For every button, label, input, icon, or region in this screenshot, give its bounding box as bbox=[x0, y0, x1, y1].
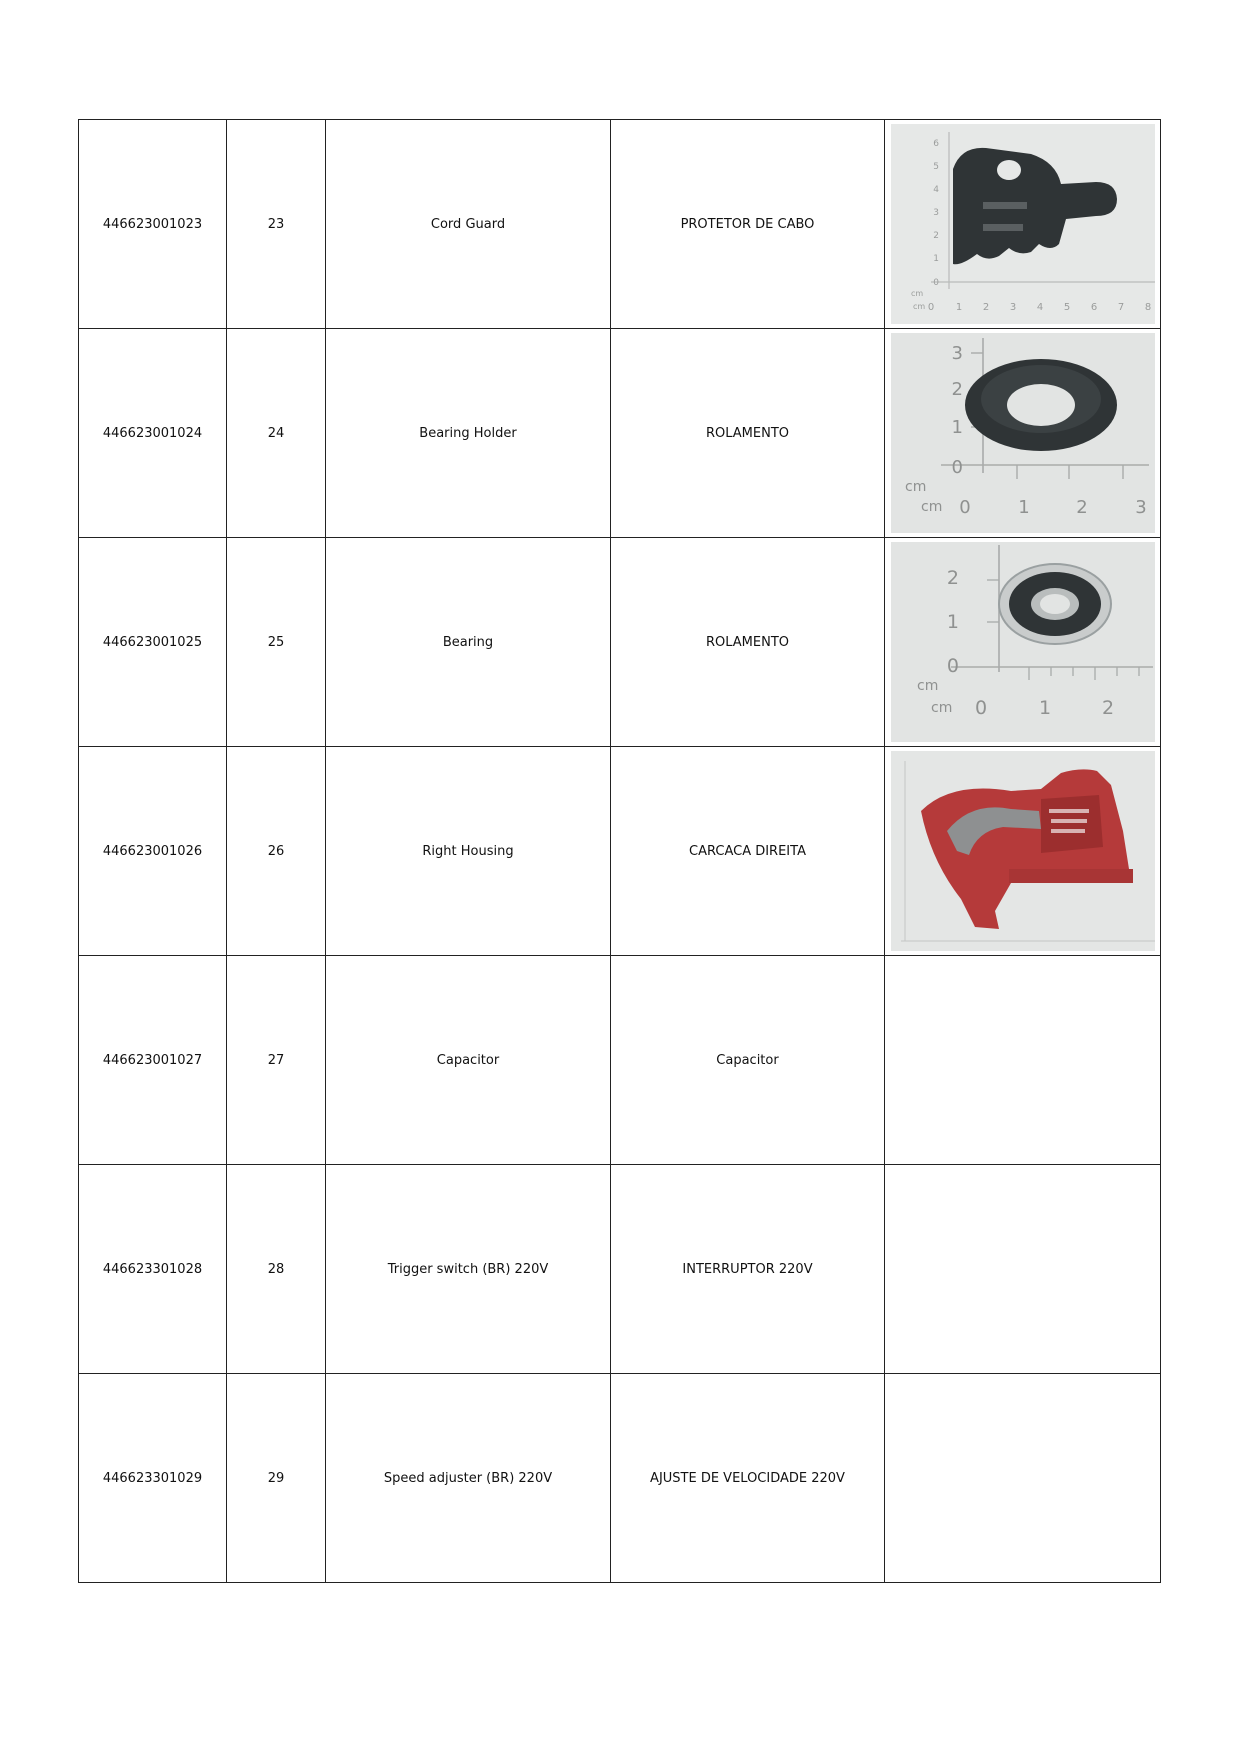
position-number: 25 bbox=[227, 538, 326, 747]
table-row bbox=[79, 1374, 1161, 1583]
ruler-x-label: 2 bbox=[982, 302, 989, 313]
ruler-y-label: 2 bbox=[932, 231, 939, 241]
bearing-holder-part bbox=[965, 359, 1117, 451]
table-row bbox=[79, 747, 1161, 956]
part-name-en: Bearing Holder bbox=[326, 329, 611, 538]
part-name-pt: ROLAMENTO bbox=[611, 329, 885, 538]
parts-table bbox=[78, 119, 1161, 1583]
position-number: 27 bbox=[227, 956, 326, 1165]
ruler-x-label: 6 bbox=[1090, 302, 1097, 313]
table-row bbox=[79, 1165, 1161, 1374]
photo-cell bbox=[885, 329, 1161, 538]
photo-cell bbox=[885, 747, 1161, 956]
ruler-x-label: 0 bbox=[958, 497, 971, 518]
ruler-y-label: 1 bbox=[951, 417, 963, 438]
right-housing-photo bbox=[891, 751, 1155, 951]
table-row bbox=[79, 120, 1161, 329]
part-code: 446623001026 bbox=[79, 747, 227, 956]
ruler-x-label: 1 bbox=[955, 302, 962, 313]
photo-cell-empty bbox=[885, 956, 1161, 1165]
ruler-y-label: 1 bbox=[946, 611, 959, 633]
cord-guard-photo bbox=[891, 124, 1155, 324]
ruler-x-label: 7 bbox=[1117, 302, 1124, 313]
position-number: 24 bbox=[227, 329, 326, 538]
ruler-x-label: 8 bbox=[1144, 302, 1151, 313]
ruler-unit: cm bbox=[916, 678, 938, 694]
table-row bbox=[79, 329, 1161, 538]
ruler-x-label: 3 bbox=[1134, 497, 1147, 518]
ruler-y-label: 5 bbox=[932, 162, 939, 172]
ruler-y-label: 6 bbox=[932, 139, 939, 149]
part-name-pt: INTERRUPTOR 220V bbox=[611, 1165, 885, 1374]
photo-cell-empty bbox=[885, 1374, 1161, 1583]
part-name-pt: CARCACA DIREITA bbox=[611, 747, 885, 956]
position-number: 28 bbox=[227, 1165, 326, 1374]
part-name-en: Bearing bbox=[326, 538, 611, 747]
ruler-x-label: 1 bbox=[1017, 497, 1030, 518]
ruler-unit: cm bbox=[912, 302, 925, 311]
part-name-en: Capacitor bbox=[326, 956, 611, 1165]
position-number: 26 bbox=[227, 747, 326, 956]
bearing-photo bbox=[891, 542, 1155, 742]
photo-cell bbox=[885, 120, 1161, 329]
bearing-holder-photo bbox=[891, 333, 1155, 533]
ruler-x-label: 4 bbox=[1036, 302, 1043, 313]
ruler-y-label: 0 bbox=[951, 457, 963, 478]
part-name-en: Right Housing bbox=[326, 747, 611, 956]
part-name-pt: PROTETOR DE CABO bbox=[611, 120, 885, 329]
part-code: 446623301028 bbox=[79, 1165, 227, 1374]
photo-cell-empty bbox=[885, 1165, 1161, 1374]
photo-cell bbox=[885, 538, 1161, 747]
part-name-pt: ROLAMENTO bbox=[611, 538, 885, 747]
ruler-x-label: 2 bbox=[1101, 697, 1114, 719]
ruler-y-label: 3 bbox=[951, 343, 963, 364]
table-row bbox=[79, 538, 1161, 747]
part-code: 446623001027 bbox=[79, 956, 227, 1165]
ruler-unit: cm bbox=[920, 499, 942, 515]
ruler-y-label: 4 bbox=[932, 185, 939, 195]
position-number: 29 bbox=[227, 1374, 326, 1583]
ruler-x-label: 1 bbox=[1038, 697, 1051, 719]
part-name-en: Speed adjuster (BR) 220V bbox=[326, 1374, 611, 1583]
ruler-unit: cm bbox=[930, 700, 952, 716]
ruler-y-label: 2 bbox=[946, 567, 959, 589]
ruler-unit: cm bbox=[910, 289, 923, 298]
ruler-y-label: 3 bbox=[932, 208, 939, 218]
ruler-y-label: 1 bbox=[932, 254, 939, 264]
part-name-pt: AJUSTE DE VELOCIDADE 220V bbox=[611, 1374, 885, 1583]
part-code: 446623001024 bbox=[79, 329, 227, 538]
part-name-pt: Capacitor bbox=[611, 956, 885, 1165]
position-number: 23 bbox=[227, 120, 326, 329]
ruler-x-label: 0 bbox=[927, 302, 934, 313]
part-name-en: Trigger switch (BR) 220V bbox=[326, 1165, 611, 1374]
part-code: 446623301029 bbox=[79, 1374, 227, 1583]
part-code: 446623001023 bbox=[79, 120, 227, 329]
ruler-x-label: 3 bbox=[1009, 302, 1016, 313]
ruler-unit: cm bbox=[904, 479, 926, 495]
bearing-part bbox=[999, 564, 1111, 644]
part-name-en: Cord Guard bbox=[326, 120, 611, 329]
part-code: 446623001025 bbox=[79, 538, 227, 747]
ruler-y-label: 2 bbox=[951, 379, 963, 400]
ruler-y-label: 0 bbox=[932, 278, 939, 288]
ruler-x-label: 0 bbox=[974, 697, 987, 719]
ruler-x-label: 5 bbox=[1063, 302, 1070, 313]
ruler-y-label: 0 bbox=[946, 655, 959, 677]
ruler-x-label: 2 bbox=[1075, 497, 1088, 518]
table-row bbox=[79, 956, 1161, 1165]
